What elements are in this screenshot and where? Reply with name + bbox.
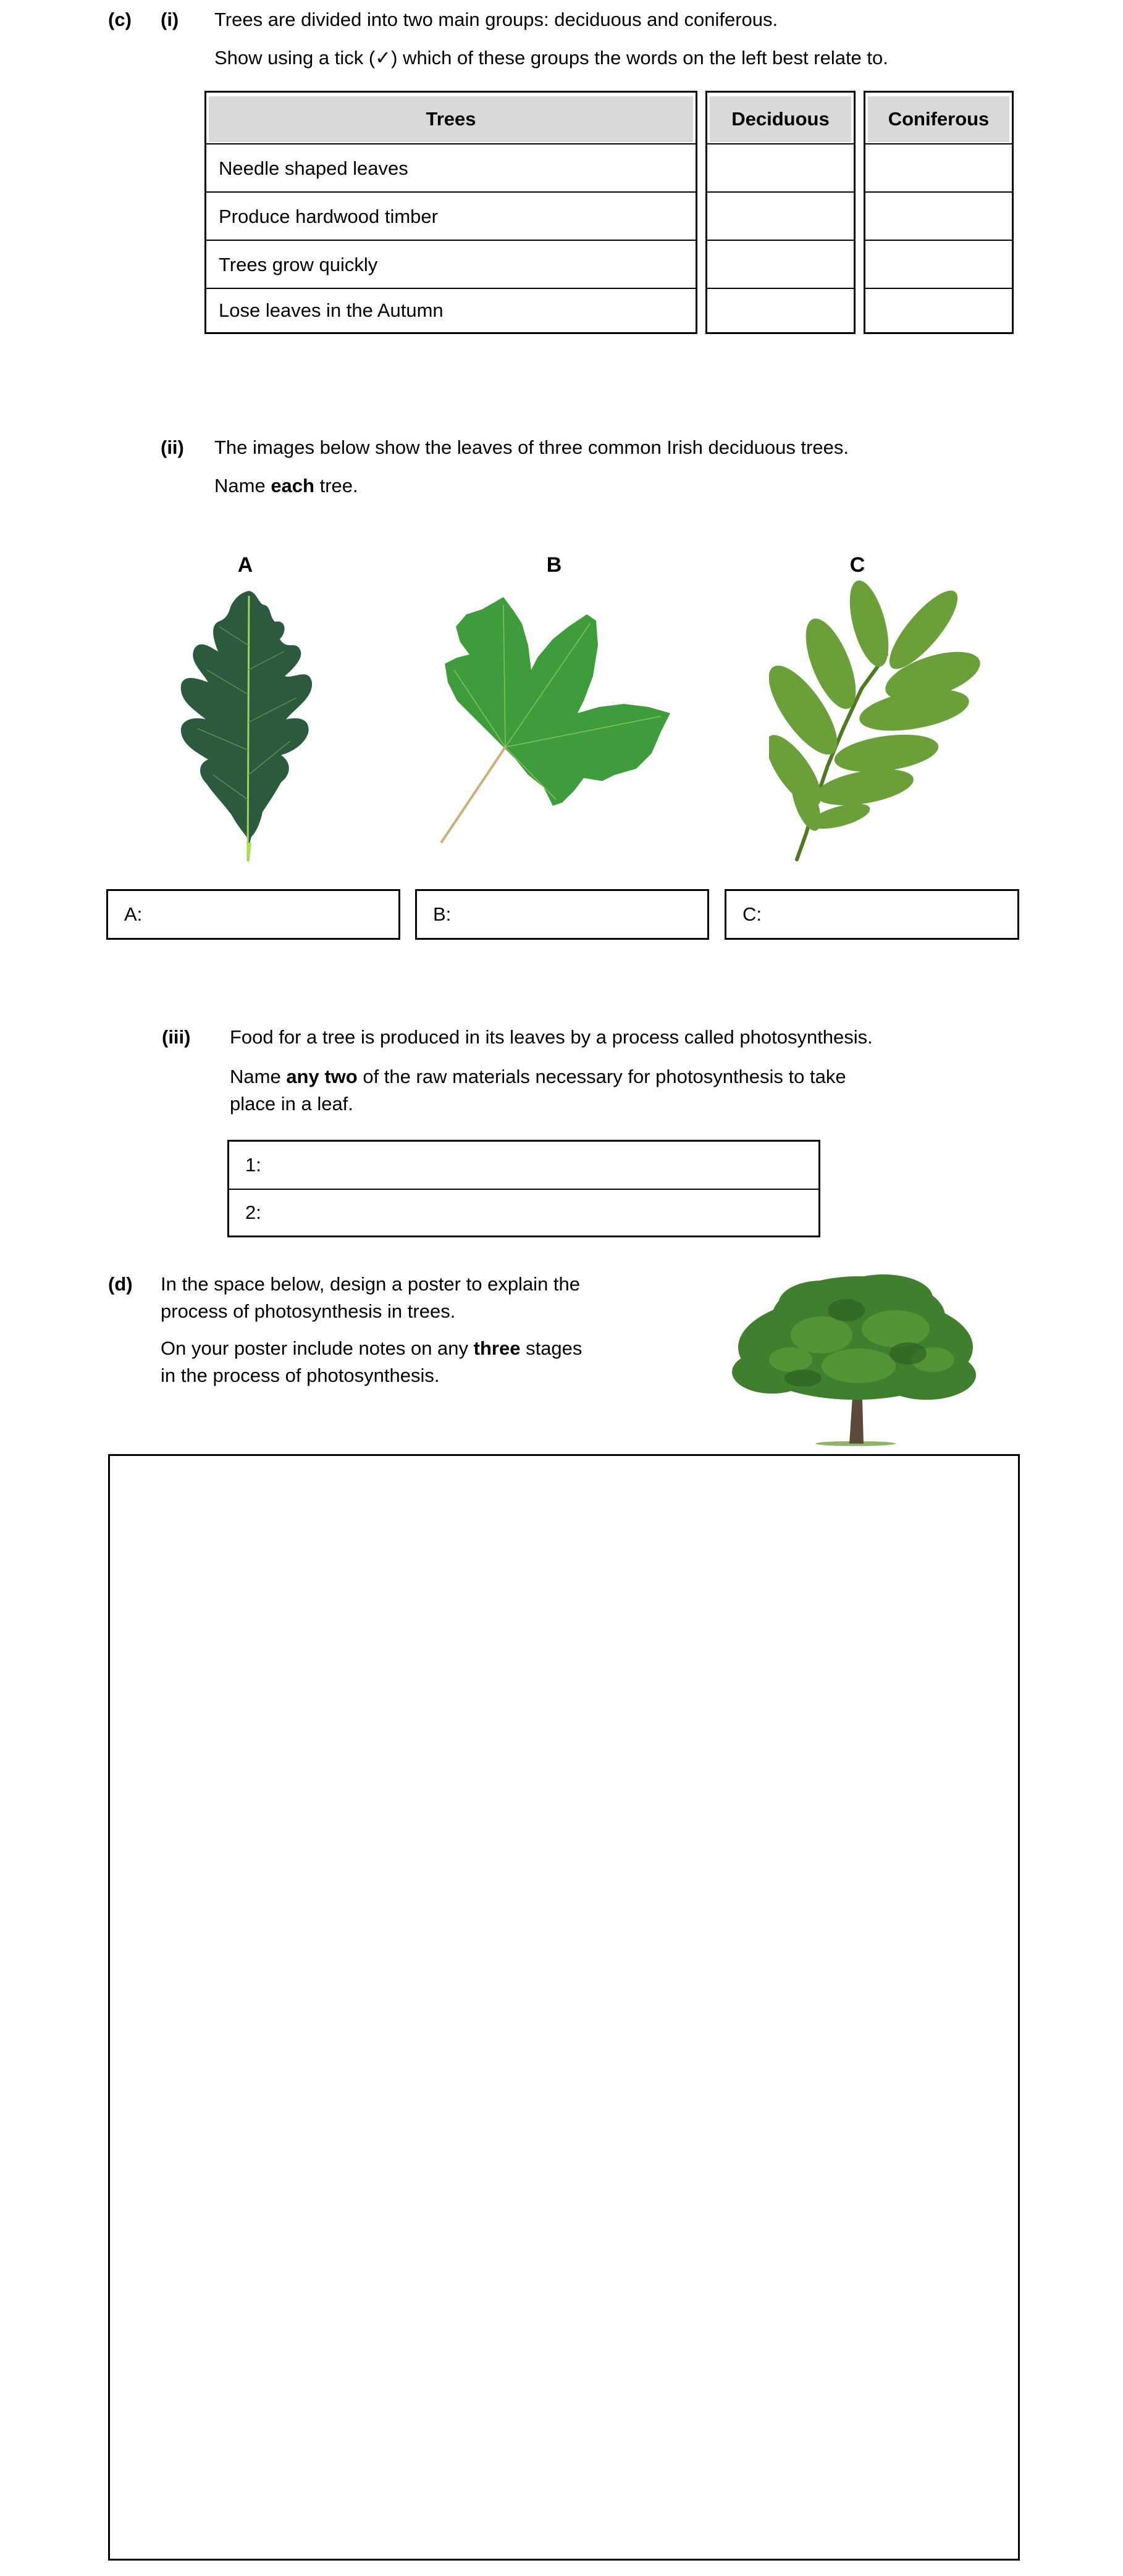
section-d-para2-line2: in the process of photosynthesis. xyxy=(161,1365,440,1386)
leaf-label-a: A xyxy=(237,553,253,577)
coniferous-column xyxy=(864,91,1014,334)
part-ii-intro: The images below show the leaves of three common Irish deciduous trees. xyxy=(214,437,849,458)
deciduous-tick-cell-2[interactable] xyxy=(707,191,854,240)
header-coniferous: Coniferous xyxy=(868,96,1009,142)
answer-box-a[interactable] xyxy=(106,889,400,940)
coniferous-tick-cell-1[interactable] xyxy=(865,143,1012,192)
instruction-emphasis: three xyxy=(473,1337,521,1359)
trees-column xyxy=(204,91,697,334)
answer-label-1: 1: xyxy=(245,1154,261,1176)
header-trees: Trees xyxy=(209,96,693,142)
answer-label-2: 2: xyxy=(245,1202,261,1223)
ash-leaf-image xyxy=(769,574,982,861)
poster-drawing-area[interactable] xyxy=(108,1454,1020,2561)
part-i-intro: Trees are divided into two main groups: deciduous and coniferous. xyxy=(214,9,778,30)
instruction-emphasis: each xyxy=(271,475,314,496)
deciduous-column xyxy=(705,91,856,334)
part-ii-label: (ii) xyxy=(161,437,184,458)
answer-row-2[interactable] xyxy=(229,1190,818,1236)
part-iii-instruction xyxy=(230,1063,846,1090)
oak-leaf-image xyxy=(170,590,327,864)
part-iii-instruction-cont: place in a leaf. xyxy=(230,1093,353,1114)
part-iii-intro: Food for a tree is produced in its leaves by a process called photosynthesis. xyxy=(230,1026,873,1048)
section-d-para1-line2: process of photosynthesis in trees. xyxy=(161,1300,456,1322)
instruction-text: of the raw materials necessary for photosynthesis to take xyxy=(357,1066,846,1087)
section-c-label: (c) xyxy=(108,9,132,30)
instruction-text: stages xyxy=(520,1337,583,1359)
answer-box-b[interactable] xyxy=(415,889,709,940)
answer-label-c: C: xyxy=(742,903,762,925)
table-row-statement: Trees grow quickly xyxy=(206,240,696,288)
leaf-label-c: C xyxy=(849,553,865,577)
section-d-para2-line1 xyxy=(161,1335,582,1362)
deciduous-tick-cell-4[interactable] xyxy=(707,288,854,332)
tree-image xyxy=(729,1273,982,1446)
deciduous-tick-cell-1[interactable] xyxy=(707,143,854,192)
header-deciduous: Deciduous xyxy=(710,96,851,142)
answer-label-b: B: xyxy=(433,903,452,925)
leaf-label-b: B xyxy=(546,553,562,577)
coniferous-tick-cell-2[interactable] xyxy=(865,191,1012,240)
table-row-statement: Produce hardwood timber xyxy=(206,191,696,240)
coniferous-tick-cell-4[interactable] xyxy=(865,288,1012,332)
deciduous-tick-cell-3[interactable] xyxy=(707,240,854,288)
table-row-statement: Needle shaped leaves xyxy=(206,143,696,192)
raw-materials-answer-table xyxy=(227,1140,820,1237)
instruction-text: Name xyxy=(230,1066,287,1087)
table-row-statement: Lose leaves in the Autumn xyxy=(206,288,696,332)
instruction-text: tree. xyxy=(314,475,358,496)
coniferous-tick-cell-3[interactable] xyxy=(865,240,1012,288)
answer-box-c[interactable] xyxy=(725,889,1019,940)
part-i-instruction: Show using a tick (✓) which of these groups the words on the left best relate to. xyxy=(214,47,888,69)
answer-label-a: A: xyxy=(124,903,143,925)
part-i-label: (i) xyxy=(161,9,179,30)
answer-row-1[interactable] xyxy=(229,1142,818,1190)
part-iii-label: (iii) xyxy=(162,1026,191,1048)
sycamore-leaf-image xyxy=(439,596,692,846)
instruction-text: On your poster include notes on any xyxy=(161,1337,474,1359)
instruction-text: Name xyxy=(214,475,271,496)
section-d-para1-line1: In the space below, design a poster to explain the xyxy=(161,1273,581,1295)
part-ii-instruction xyxy=(214,472,358,500)
instruction-emphasis: any two xyxy=(286,1066,358,1087)
section-d-label: (d) xyxy=(108,1273,133,1295)
